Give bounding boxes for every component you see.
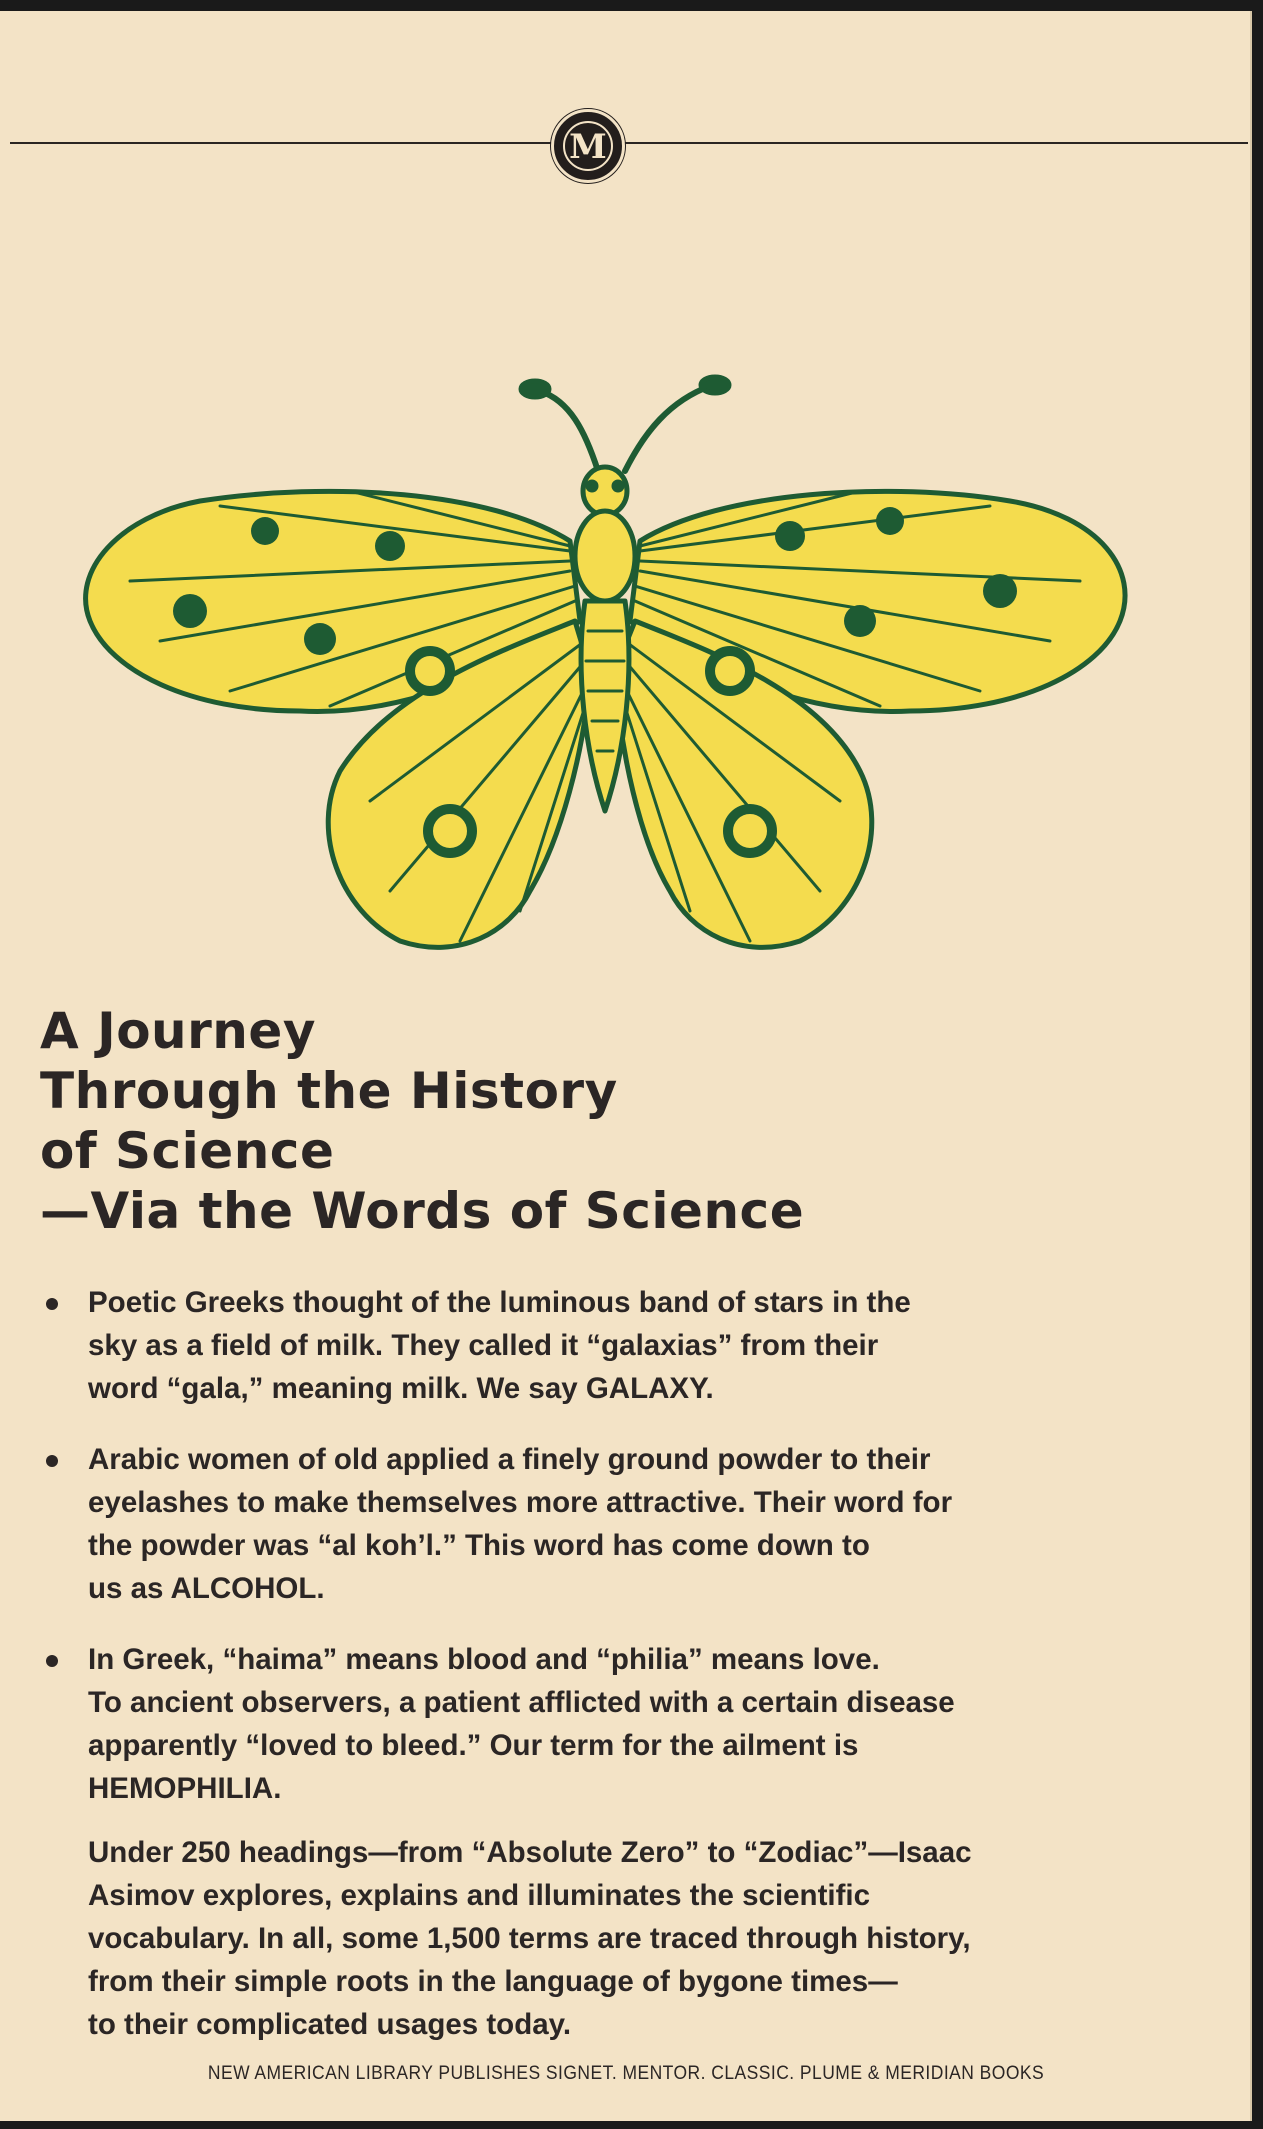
bullet-line: apparently “loved to bleed.” Our term for the ailment is	[88, 1729, 859, 1762]
summary-line: Asimov explores, explains and illuminates the scientific	[88, 1879, 871, 1912]
summary-line: to their complicated usages today.	[88, 2008, 572, 2041]
bullet-line: In Greek, “haima” means blood and “philia” means love.	[88, 1643, 880, 1676]
fact-bullet-alcohol	[40, 1438, 1220, 1610]
summary-line: Under 250 headings—from “Absolute Zero” to “Zodiac”—Isaac	[88, 1836, 972, 1869]
back-cover	[0, 11, 1252, 2121]
headline-line-1: A Journey	[40, 1002, 316, 1060]
bullet-line: Poetic Greeks thought of the luminous band of stars in the	[88, 1286, 911, 1319]
bullet-line: us as ALCOHOL.	[88, 1572, 325, 1605]
mentor-m-logo-icon	[551, 109, 625, 183]
logo-letter: M	[569, 127, 607, 167]
bullet-line: sky as a field of milk. They called it “galaxias” from their	[88, 1329, 879, 1362]
bullet-line: the powder was “al koh’l.” This word has come down to	[88, 1529, 870, 1562]
top-rule	[10, 142, 1248, 144]
headline	[40, 1001, 804, 1241]
butterfly-illustration-icon	[70, 371, 1140, 971]
bullet-line: To ancient observers, a patient afflicted with a certain disease	[88, 1686, 955, 1719]
fact-bullet-hemophilia	[40, 1638, 1220, 1810]
bullet-dot-icon	[46, 1655, 58, 1667]
summary-line: vocabulary. In all, some 1,500 terms are traced through history,	[88, 1922, 971, 1955]
bullet-dot-icon	[46, 1298, 58, 1310]
fact-bullet-list	[40, 1281, 1220, 1838]
headline-line-2: Through the History	[40, 1062, 618, 1120]
bullet-line: word “gala,” meaning milk. We say GALAXY.	[88, 1372, 714, 1405]
headline-line-4: —Via the Words of Science	[40, 1182, 805, 1240]
bullet-line: HEMOPHILIA.	[88, 1772, 282, 1805]
bullet-line: Arabic women of old applied a finely ground powder to their	[88, 1443, 931, 1476]
fact-bullet-galaxy	[40, 1281, 1220, 1410]
headline-line-3: of Science	[40, 1122, 335, 1180]
summary-line: from their simple roots in the language of bygone times—	[88, 1965, 898, 1998]
publisher-footer: NEW AMERICAN LIBRARY PUBLISHES SIGNET. MENTOR. CLASSIC. PLUME & MERIDIAN BOOKS	[207, 2063, 1045, 2084]
bullet-dot-icon	[46, 1455, 58, 1467]
bullet-line: eyelashes to make themselves more attractive. Their word for	[88, 1486, 953, 1519]
summary-paragraph	[88, 1831, 972, 2046]
